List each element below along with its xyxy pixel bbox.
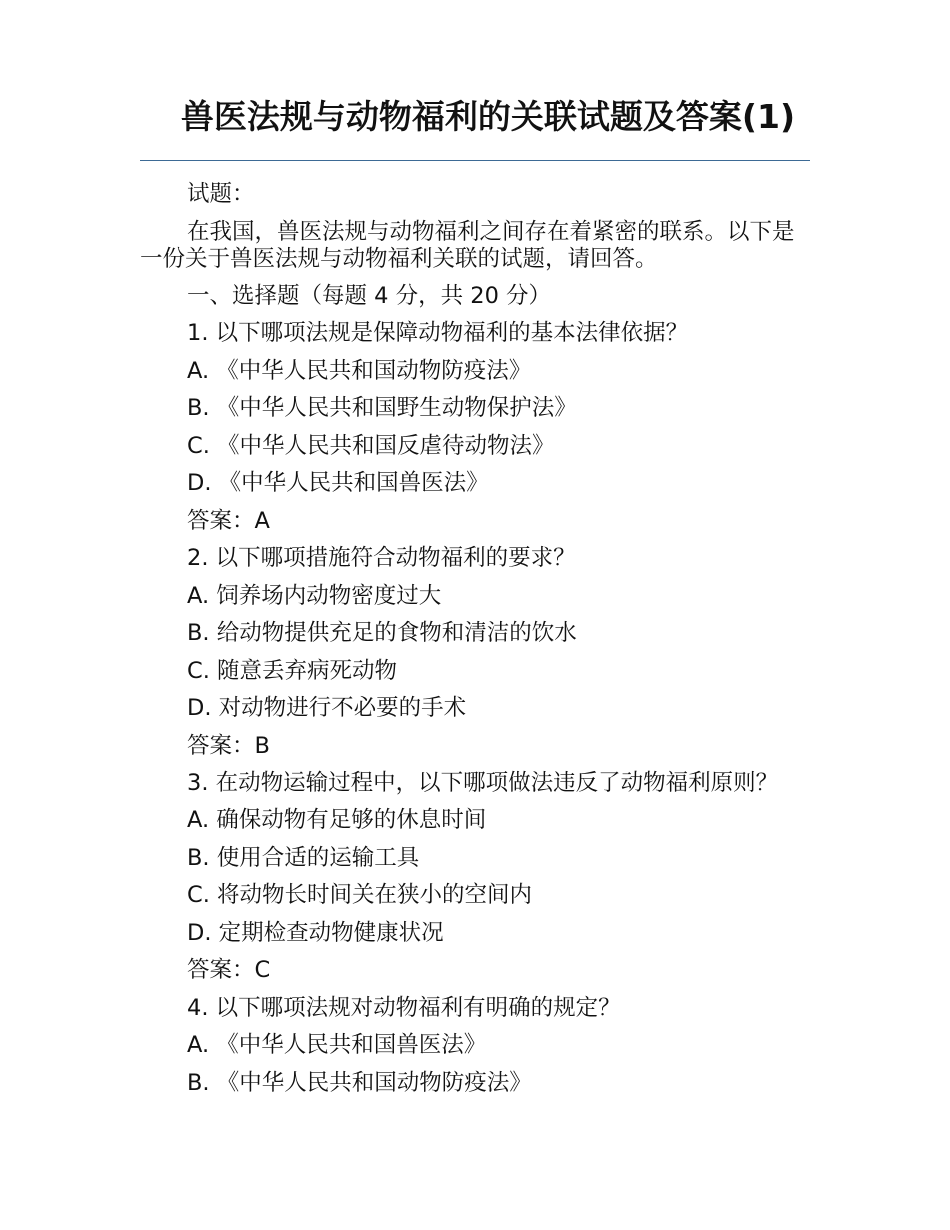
question-option: B. 给动物提供充足的食物和清洁的饮水	[187, 620, 577, 646]
question-option: B. 使用合适的运输工具	[187, 844, 420, 871]
question-option: D. 对动物进行不必要的手术	[187, 695, 467, 721]
question-stem: 4. 以下哪项法规对动物福利有明确的规定？	[187, 994, 621, 1021]
question-stem: 3. 在动物运输过程中，以下哪项做法违反了动物福利原则？	[187, 770, 779, 796]
question-option: B. 《中华人民共和国野生动物保护法》	[187, 395, 577, 421]
section-label: 试题：	[187, 181, 255, 207]
question-answer: 答案：C	[187, 957, 271, 983]
question-option: A. 饲养场内动物密度过大	[187, 582, 442, 609]
part-heading: 一、选择题（每题 4 分，共 20 分）	[187, 282, 552, 309]
question-answer: 答案：B	[187, 732, 270, 759]
question-option: D. 定期检查动物健康状况	[187, 919, 444, 946]
question-option: B. 《中华人民共和国动物防疫法》	[187, 1069, 532, 1096]
question-answer: 答案：A	[187, 507, 270, 534]
question-option: A. 确保动物有足够的休息时间	[187, 807, 487, 833]
question-stem: 2. 以下哪项措施符合动物福利的要求？	[187, 545, 576, 571]
question-option: C. 将动物长时间关在狭小的空间内	[187, 882, 533, 908]
question-option: C. 《中华人民共和国反虐待动物法》	[187, 432, 555, 459]
question-option: A. 《中华人民共和国动物防疫法》	[187, 357, 532, 384]
intro-paragraph: 在我国，兽医法规与动物福利之间存在着紧密的联系。以下是一份关于兽医法规与动物福利关联的试题，请回答。	[140, 218, 795, 272]
document-body	[140, 176, 810, 1102]
title-underline	[140, 160, 810, 161]
question-option: D. 《中华人民共和国兽医法》	[187, 470, 489, 496]
document-title: 兽医法规与动物福利的关联试题及答案(1)	[180, 97, 796, 136]
question-option: A. 《中华人民共和国兽医法》	[187, 1032, 487, 1058]
question-option: C. 随意丢弃病死动物	[187, 657, 398, 684]
question-stem: 1. 以下哪项法规是保障动物福利的基本法律依据？	[187, 320, 689, 346]
